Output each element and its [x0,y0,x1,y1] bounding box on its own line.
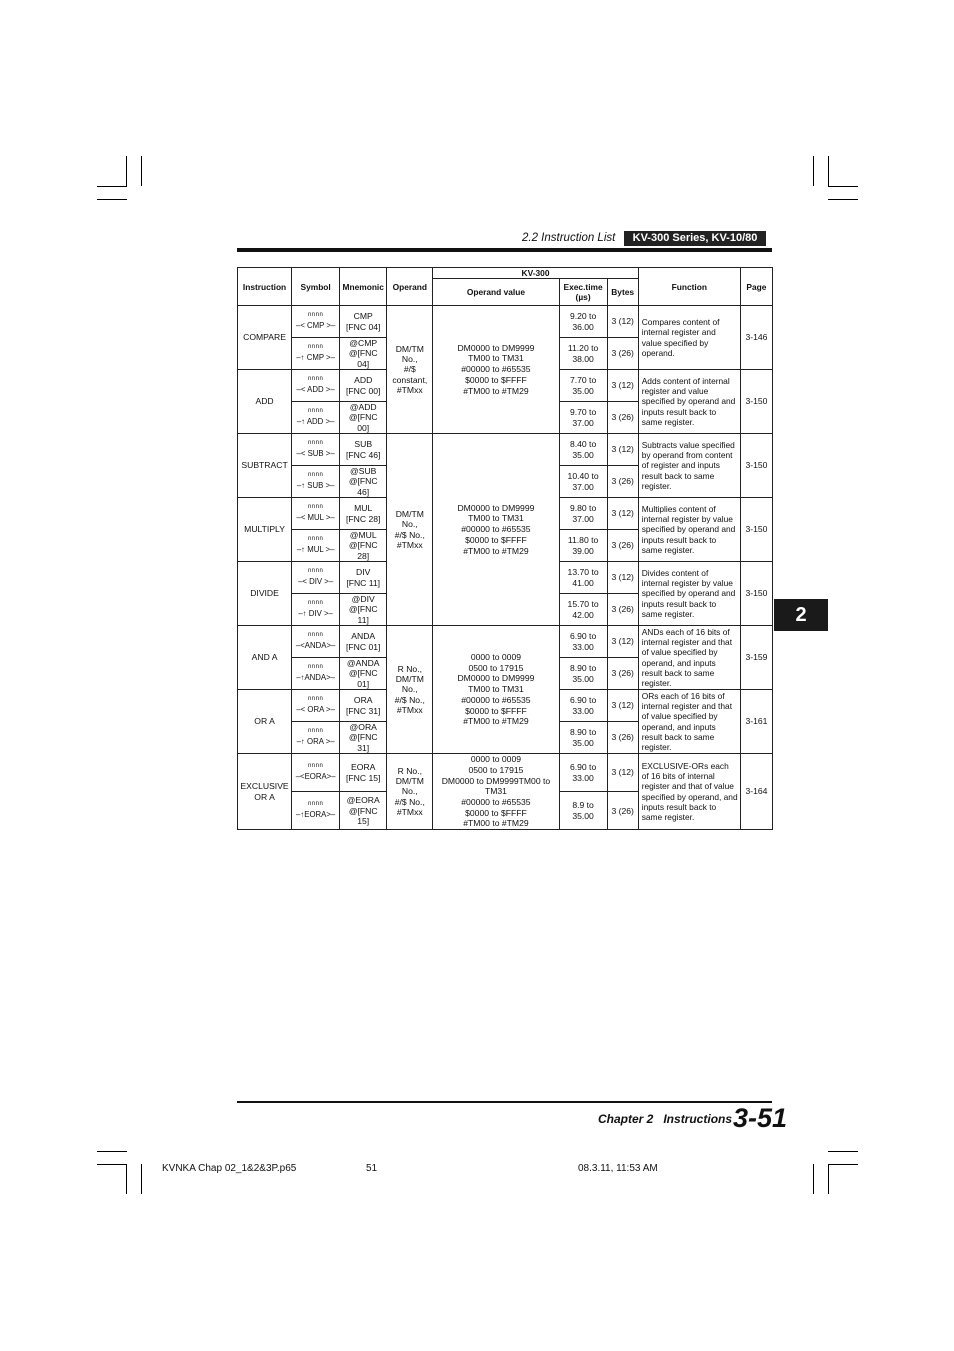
ladder-symbol [292,690,340,722]
ladder-symbol [292,594,340,626]
mnemonic: @SUB @[FNC 46] [340,466,387,498]
crop-mark [828,199,858,200]
function-description: EXCLUSIVE-ORs each of 16 bits of internal register and that of value specified by operand, and inputs result back to same register. [638,754,740,830]
bytes: 3 (12) [607,434,638,466]
page-reference: 3-150 [740,370,772,434]
symbol-text: –< CMP >– [295,320,336,330]
crop-mark [126,1164,127,1194]
instruction-table-body [238,306,773,830]
mnemonic: CMP [FNC 04] [340,306,387,338]
crop-mark [828,1164,858,1165]
exec-time: 9.70 to 37.00 [559,402,607,434]
page-reference: 3-146 [740,306,772,370]
table-row [238,754,773,792]
print-timestamp: 08.3.11, 11:53 AM [578,1163,658,1174]
crop-mark [97,1151,127,1152]
symbol-operand-placeholder: nnnn [307,567,324,574]
instruction-name: DIVIDE [238,562,292,626]
bytes: 3 (26) [607,530,638,562]
bytes: 3 (12) [607,690,638,722]
bytes: 3 (26) [607,338,638,370]
bytes: 3 (26) [607,594,638,626]
ladder-symbol [292,792,340,830]
mnemonic: MUL [FNC 28] [340,498,387,530]
operand-type: R No., DM/TM No., #/$ No., #TMxx [387,754,433,830]
instruction-table [237,267,773,830]
symbol-operand-placeholder: nnnn [307,631,324,638]
symbol-text: –< MUL >– [296,512,335,522]
header-symbol: Symbol [292,268,340,306]
function-description: Subtracts value specified by operand from content of register and inputs result back to same register. [638,434,740,498]
crop-mark [97,1164,127,1165]
operand-value: DM0000 to DM9999 TM00 to TM31 #00000 to #65535 $0000 to $FFFF #TM00 to #TM29 [433,434,559,626]
symbol-text: –< ADD >– [296,384,335,394]
page-number: 3-51 [733,1103,788,1133]
function-description: ANDs each of 16 bits of internal register and that of value specified by operand, and inputs result back to same register. [638,626,740,690]
bytes: 3 (12) [607,370,638,402]
symbol-operand-placeholder: nnnn [307,439,324,446]
ladder-symbol [292,434,340,466]
page-reference: 3-150 [740,562,772,626]
operand-type: DM/TM No., #/$ No., #TMxx [387,434,433,626]
symbol-text: –↑ MUL >– [296,544,335,554]
symbol-text: –↑ CMP >– [296,352,335,362]
symbol-operand-placeholder: nnnn [307,663,324,670]
chapter-tab: 2 [774,599,828,631]
exec-time: 9.80 to 37.00 [559,498,607,530]
footer-chapter: Chapter 2 Instructions [598,1112,733,1126]
exec-time: 11.80 to 39.00 [559,530,607,562]
instruction-name: OR A [238,690,292,754]
symbol-operand-placeholder: nnnn [307,343,324,350]
mnemonic: SUB [FNC 46] [340,434,387,466]
bytes: 3 (12) [607,562,638,594]
function-description: Multiplies content of internal register by value specified by operand and inputs result back to same register. [638,498,740,562]
bytes: 3 (12) [607,626,638,658]
bytes: 3 (26) [607,402,638,434]
symbol-text: –↑EORA>– [296,809,336,819]
table-row [238,434,773,466]
page-reference: 3-150 [740,498,772,562]
bytes: 3 (26) [607,722,638,754]
page-reference: 3-150 [740,434,772,498]
symbol-text: –< ORA >– [296,704,335,714]
crop-mark [813,156,814,186]
mnemonic: @ADD @[FNC 00] [340,402,387,434]
header-page: Page [740,268,772,306]
symbol-operand-placeholder: nnnn [307,599,324,606]
header-rule [237,248,772,252]
symbol-operand-placeholder: nnnn [307,762,324,769]
symbol-operand-placeholder: nnnn [307,471,324,478]
exec-time: 8.90 to 35.00 [559,722,607,754]
ladder-symbol [292,338,340,370]
symbol-text: –<EORA>– [295,771,336,781]
table-row [238,306,773,338]
exec-time: 11.20 to 38.00 [559,338,607,370]
function-description: Divides content of internal register by value specified by operand and inputs result back to same register. [638,562,740,626]
exec-time: 8.9 to 35.00 [559,792,607,830]
crop-mark [828,186,858,187]
bytes: 3 (26) [607,466,638,498]
header-bytes: Bytes [607,279,638,306]
mnemonic: @EORA @[FNC 15] [340,792,387,830]
instruction-name: MULTIPLY [238,498,292,562]
exec-time: 8.40 to 35.00 [559,434,607,466]
page-reference: 3-161 [740,690,772,754]
function-description: ORs each of 16 bits of internal register and that of value specified by operand, and inputs result back to same register. [638,690,740,754]
exec-time: 6.90 to 33.00 [559,626,607,658]
operand-value: 0000 to 0009 0500 to 17915 DM0000 to DM9999 TM00 to TM31 #00000 to #65535 $0000 to $FFFF #TM00 to #TM29 [433,626,559,754]
bytes: 3 (12) [607,306,638,338]
crop-mark [828,1164,829,1194]
instruction-name: AND A [238,626,292,690]
ladder-symbol [292,370,340,402]
crop-mark [141,156,142,186]
symbol-text: –↑ SUB >– [296,480,335,490]
ladder-symbol [292,658,340,690]
header-function: Function [638,268,740,306]
mnemonic: ANDA [FNC 01] [340,626,387,658]
header-mnemonic: Mnemonic [340,268,387,306]
crop-mark [828,156,829,186]
bytes: 3 (26) [607,792,638,830]
page-reference: 3-164 [740,754,772,830]
ladder-symbol [292,306,340,338]
bytes: 3 (26) [607,658,638,690]
crop-mark [126,156,127,186]
bytes: 3 (12) [607,498,638,530]
mnemonic: ORA [FNC 31] [340,690,387,722]
mnemonic: @ANDA @[FNC 01] [340,658,387,690]
mnemonic: @MUL @[FNC 28] [340,530,387,562]
exec-time: 13.70 to 41.00 [559,562,607,594]
mnemonic: @DIV @[FNC 11] [340,594,387,626]
crop-mark [828,1151,858,1152]
exec-time: 7.70 to 35.00 [559,370,607,402]
function-description: Adds content of internal register and value specified by operand and inputs result back to same register. [638,370,740,434]
symbol-text: –↑ ADD >– [296,416,335,426]
exec-time: 8.90 to 35.00 [559,658,607,690]
function-description: Compares content of internal register and value specified by operand. [638,306,740,370]
operand-type: DM/TM No., #/$ constant, #TMxx [387,306,433,434]
mnemonic: DIV [FNC 11] [340,562,387,594]
exec-time: 9.20 to 36.00 [559,306,607,338]
symbol-operand-placeholder: nnnn [307,503,324,510]
symbol-operand-placeholder: nnnn [307,695,324,702]
symbol-operand-placeholder: nnnn [307,375,324,382]
exec-time: 15.70 to 42.00 [559,594,607,626]
symbol-text: –< SUB >– [296,448,335,458]
header-operand: Operand [387,268,433,306]
print-page: 51 [366,1163,378,1174]
mnemonic: EORA [FNC 15] [340,754,387,792]
symbol-text: –↑ANDA>– [296,672,336,682]
header-operand-value: Operand value [433,279,559,306]
symbol-text: –< DIV >– [298,576,334,586]
table-row [238,626,773,658]
mnemonic: @CMP @[FNC 04] [340,338,387,370]
exec-time: 6.90 to 33.00 [559,754,607,792]
mnemonic: ADD [FNC 00] [340,370,387,402]
mnemonic: @ORA @[FNC 31] [340,722,387,754]
symbol-text: –<ANDA>– [295,640,336,650]
operand-type: R No., DM/TM No., #/$ No., #TMxx [387,626,433,754]
ladder-symbol [292,722,340,754]
ladder-symbol [292,402,340,434]
operand-value: DM0000 to DM9999 TM00 to TM31 #00000 to #65535 $0000 to $FFFF #TM00 to #TM29 [433,306,559,434]
ladder-symbol [292,626,340,658]
header-exec-time: Exec.time (µs) [559,279,607,306]
crop-mark [97,199,127,200]
ladder-symbol [292,466,340,498]
symbol-text: –↑ ORA >– [296,736,335,746]
print-file: KVNKA Chap 02_1&2&3P.p65 [162,1163,297,1174]
header-instruction: Instruction [238,268,292,306]
footer-rule [237,1101,772,1103]
symbol-operand-placeholder: nnnn [307,800,324,807]
ladder-symbol [292,498,340,530]
ladder-symbol [292,530,340,562]
symbol-operand-placeholder: nnnn [307,727,324,734]
header-kv300: KV-300 [433,268,638,279]
series-badge: KV-300 Series, KV-10/80 [624,231,766,246]
symbol-operand-placeholder: nnnn [307,311,324,318]
symbol-operand-placeholder: nnnn [307,535,324,542]
instruction-name: ADD [238,370,292,434]
crop-mark [141,1164,142,1194]
instruction-name: SUBTRACT [238,434,292,498]
ladder-symbol [292,562,340,594]
page-reference: 3-159 [740,626,772,690]
exec-time: 10.40 to 37.00 [559,466,607,498]
crop-mark [97,186,127,187]
symbol-operand-placeholder: nnnn [307,407,324,414]
ladder-symbol [292,754,340,792]
bytes: 3 (12) [607,754,638,792]
instruction-name: COMPARE [238,306,292,370]
exec-time: 6.90 to 33.00 [559,690,607,722]
section-title: 2.2 Instruction List [522,232,616,244]
crop-mark [813,1164,814,1194]
operand-value: 0000 to 0009 0500 to 17915 DM0000 to DM9999TM00 to TM31 #00000 to #65535 $0000 to $FFFF #TM00 to #TM29 [433,754,559,830]
symbol-text: –↑ DIV >– [298,608,333,618]
instruction-name: EXCLUSIVE OR A [238,754,292,830]
